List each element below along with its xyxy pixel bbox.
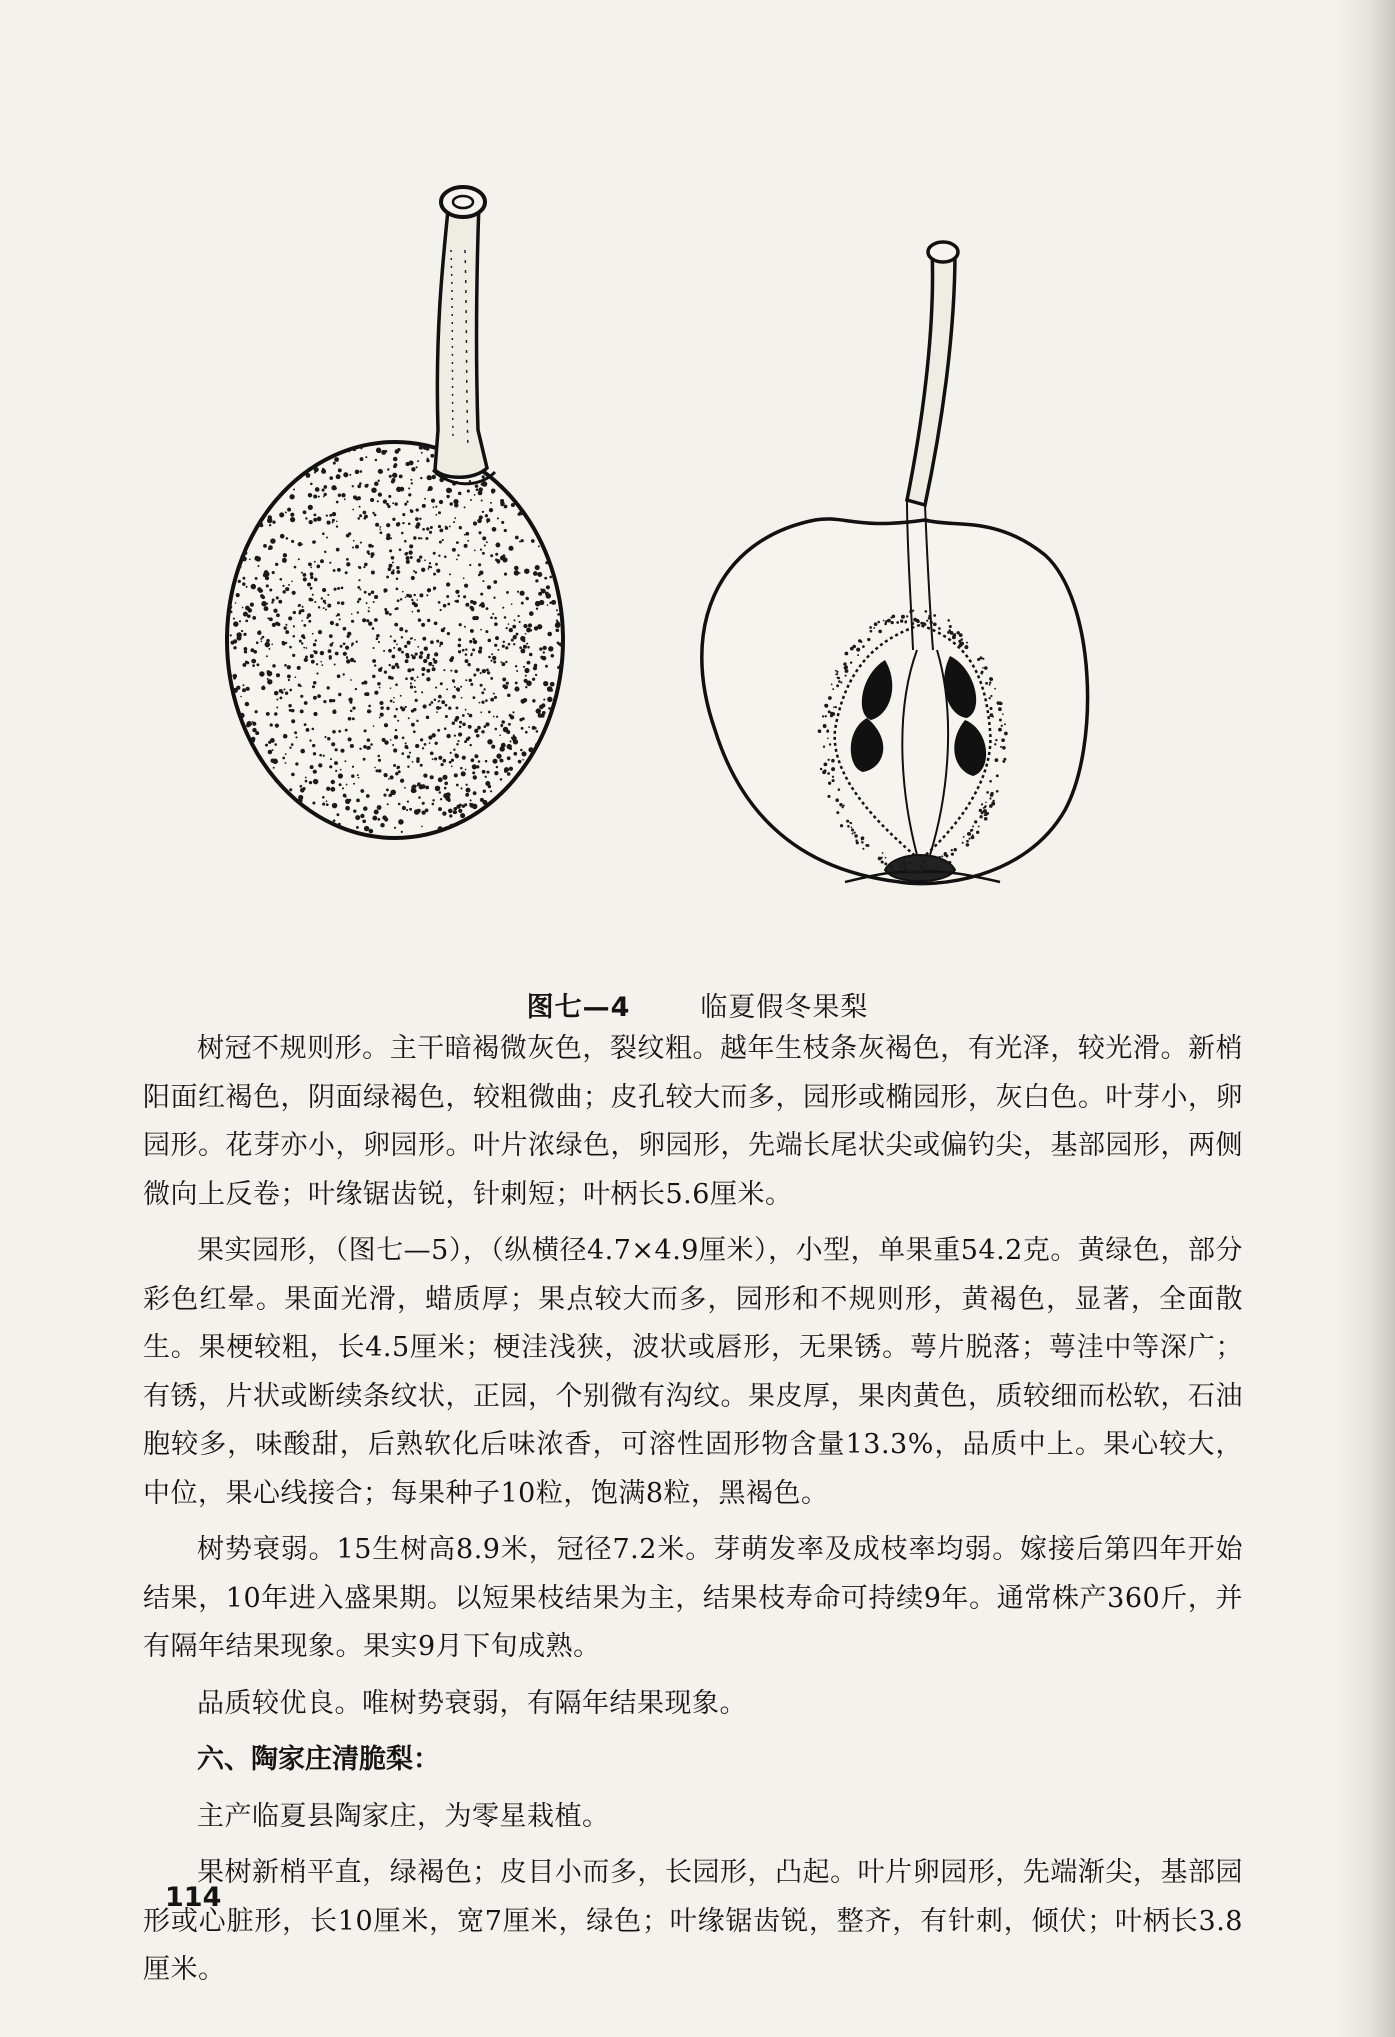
paragraph-fruit: 果实园形，（图七—5），（纵横径4.7×4.9厘米），小型，单果重54.2克。黄绿色，部分彩色红晕。果面光滑，蜡质厚；果点较大而多，园形和不规则形，黄褐色，显著，全面散生。果梗较粗，长4.5厘米；梗洼浅狭，波状或唇形，无果锈。萼片脱落；萼洼中等深广；有锈，片状或断续条纹状，正园，个别微有沟纹。果皮厚，果肉黄色，质较细而松软，石油胞较多，味酸甜，后熟软化后味浓香，可溶性固形物含量13.3%，品质中上。果心较大，中位，果心线接合；每果种子10粒，饱满8粒，黑褐色。 (143, 1235, 1243, 1509)
figure-number: 图七—4 (526, 992, 631, 1023)
cut-pear-drawing (702, 242, 1088, 884)
body-text (143, 1025, 1243, 2003)
figure-title: 临夏假冬果梨 (700, 992, 869, 1023)
page-number: 114 (165, 1882, 222, 1913)
paragraph-tree-shape: 树冠不规则形。主干暗褐微灰色，裂纹粗。越年生枝条灰褐色，有光泽，较光滑。新梢阳面红褐色，阴面绿褐色，较粗微曲；皮孔较大而多，园形或椭园形，灰白色。叶芽小，卵园形。花芽亦小，卵园形。叶片浓绿色，卵园形，先端长尾状尖或偏钓尖，基部园形，两侧微向上反卷；叶缘锯齿锐，针刺短；叶柄长5.6厘米。 (143, 1033, 1243, 1210)
section-heading: 六、陶家庄清脆梨： (197, 1744, 440, 1775)
paragraph-branch-leaf: 果树新梢平直，绿褐色；皮目小而多，长园形，凸起。叶片卵园形，先端渐尖，基部园形或心脏形，长10厘米，宽7厘米，绿色；叶缘锯齿锐，整齐，有针刺，倾伏；叶柄长3.8厘米。 (143, 1857, 1243, 1985)
figure-caption (0, 985, 1395, 1024)
paragraph-evaluation: 品质较优良。唯树势衰弱，有隔年结果现象。 (197, 1687, 747, 1719)
pear-illustration (195, 170, 1095, 950)
paragraph-origin: 主产临夏县陶家庄，为零星栽植。 (197, 1800, 610, 1832)
whole-pear-drawing (226, 187, 563, 838)
paragraph-tree-vigor: 树势衰弱。15生树高8.9米，冠径7.2米。芽萌发率及成枝率均弱。嫁接后第四年开始结果，10年进入盛果期。以短果枝结果为主，结果枝寿命可持续9年。通常株产360斤，并有隔年结果现象。果实9月下旬成熟。 (143, 1534, 1243, 1662)
